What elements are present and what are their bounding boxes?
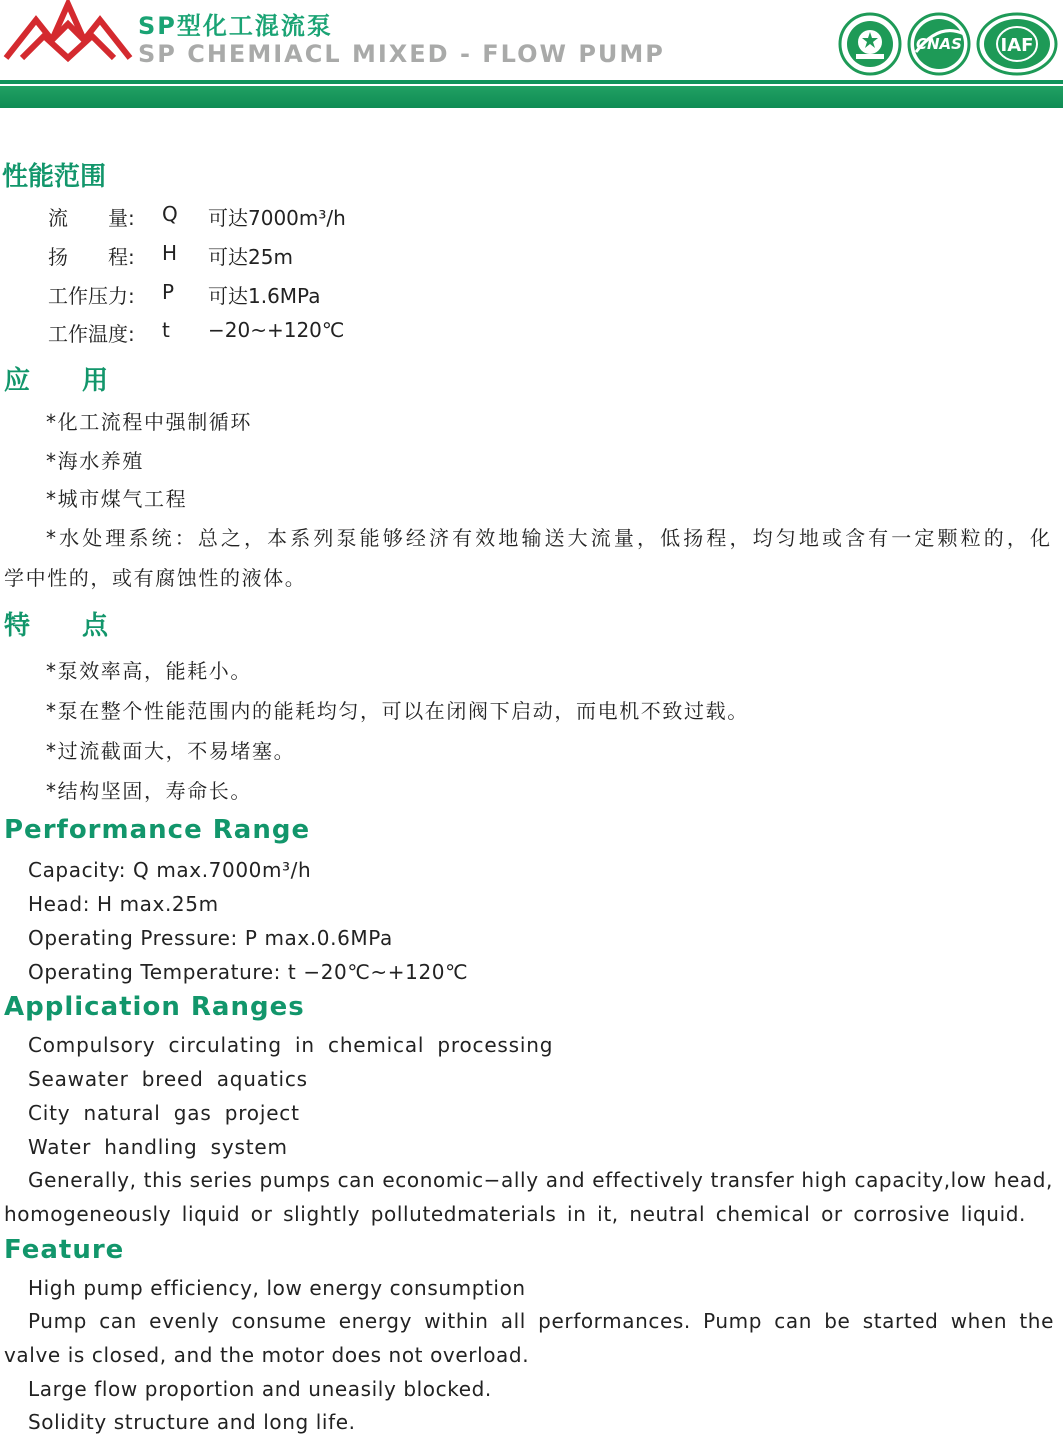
header-band xyxy=(0,86,1063,108)
iaf-badge-label: IAF xyxy=(1000,35,1034,56)
en-performance-item: Operating Pressure: P max.0.6MPa xyxy=(28,926,393,950)
cn-application-paragraph-line: *水处理系统：总之，本系列泵能够经济有效地输送大流量，低扬程，均匀地或含有一定颗粒的，化 xyxy=(46,526,1050,550)
cn-performance-heading: 性能范围 xyxy=(2,162,107,192)
en-performance-item: Head: H max.25m xyxy=(28,892,219,916)
en-feature-heading: Feature xyxy=(4,1235,125,1265)
company-logo xyxy=(2,0,134,70)
cn-feature-item: *泵在整个性能范围内的能耗均匀，可以在闭阀下启动，而电机不致过载。 xyxy=(46,699,749,723)
cn-feature-item: *泵效率高，能耗小。 xyxy=(46,659,252,683)
header-divider xyxy=(0,80,1063,84)
en-application-item: City natural gas project xyxy=(28,1101,300,1125)
en-application-item: Seawater breed aquatics xyxy=(28,1067,308,1091)
cn-perf-value-temperature: −20~+120℃ xyxy=(208,318,345,342)
cn-perf-value-pressure: 可达1.6MPa xyxy=(208,284,321,308)
cn-application-paragraph-line: 学中性的，或有腐蚀性的液体。 xyxy=(4,566,307,590)
en-performance-heading: Performance Range xyxy=(4,815,311,845)
en-application-item: Compulsory circulating in chemical processing xyxy=(28,1033,554,1057)
cn-features-heading: 特 点 xyxy=(4,611,109,641)
en-feature-item: Large flow proportion and uneasily blocked. xyxy=(28,1377,492,1401)
cnas-badge-icon xyxy=(906,12,972,80)
en-feature-paragraph-line: valve is closed, and the motor does not overload. xyxy=(4,1343,530,1367)
en-feature-item: Solidity structure and long life. xyxy=(28,1410,356,1434)
iaf-badge-icon xyxy=(976,12,1058,80)
en-feature-item: High pump efficiency, low energy consumption xyxy=(28,1276,526,1300)
cn-perf-label-head: 扬 程: xyxy=(48,245,135,269)
cn-perf-symbol-flow: Q xyxy=(162,202,178,226)
cn-application-item: *海水养殖 xyxy=(46,449,144,473)
page-title-en: SP CHEMIACL MIXED - FLOW PUMP xyxy=(138,40,665,68)
en-performance-item: Capacity: Q max.7000m³/h xyxy=(28,858,312,882)
cn-feature-item: *结构坚固，寿命长。 xyxy=(46,779,252,803)
en-application-paragraph-line: homogeneously liquid or slightly pollutedmaterials in it, neutral chemical or corrosive liquid. xyxy=(4,1202,1026,1226)
cn-perf-symbol-pressure: P xyxy=(162,280,175,304)
en-performance-item: Operating Temperature: t −20℃~+120℃ xyxy=(28,960,469,984)
cnas-badge-label: CNAS xyxy=(916,35,962,53)
cn-application-item: *化工流程中强制循环 xyxy=(46,410,252,434)
cn-perf-value-head: 可达25m xyxy=(208,245,293,269)
en-application-paragraph-line: Generally, this series pumps can economic−ally and effectively transfer high capacity,low head, xyxy=(28,1168,1053,1192)
en-feature-paragraph-line: Pump can evenly consume energy within all performances. Pump can be started when the xyxy=(28,1309,1054,1333)
cn-perf-label-pressure: 工作压力: xyxy=(48,284,135,308)
page-title-cn: SP型化工混流泵 xyxy=(138,12,333,40)
quality-certification-seal-icon xyxy=(838,12,902,80)
en-application-heading: Application Ranges xyxy=(4,992,305,1022)
cn-application-heading: 应 用 xyxy=(4,366,109,396)
cn-perf-symbol-head: H xyxy=(162,241,178,265)
cn-perf-symbol-temperature: t xyxy=(162,318,170,342)
cn-feature-item: *过流截面大，不易堵塞。 xyxy=(46,739,296,763)
en-application-item: Water handling system xyxy=(28,1135,288,1159)
cn-application-item: *城市煤气工程 xyxy=(46,487,188,511)
cn-perf-label-temperature: 工作温度: xyxy=(48,322,135,346)
cn-perf-label-flow: 流 量: xyxy=(48,206,135,230)
cn-perf-value-flow: 可达7000m³/h xyxy=(208,206,346,230)
